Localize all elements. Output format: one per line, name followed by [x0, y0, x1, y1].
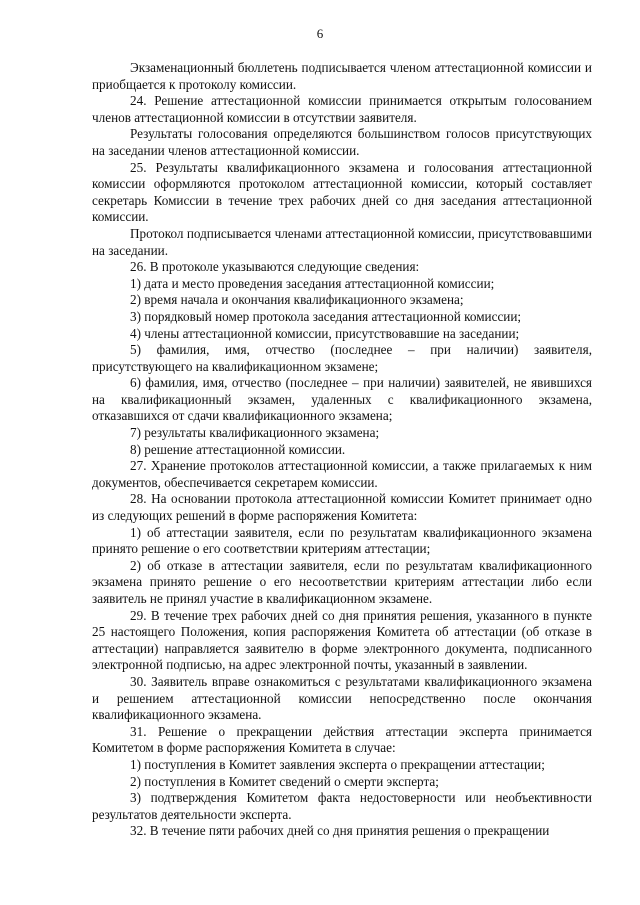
list-item: 1) дата и место проведения заседания аттестационной комиссии; [130, 275, 495, 291]
list-item: 2) время начала и окончания квалификационного экзамена; [130, 292, 464, 308]
document-body [92, 60, 592, 840]
page-number: 6 [316, 26, 324, 41]
list-item: 2) поступления в Комитет сведений о смерти эксперта; [130, 773, 439, 789]
list-item: 5) фамилия, имя, отчество (последнее – при наличии) заявителя, присутствующего на квалификационном экзамене; [92, 342, 592, 374]
list-item: 6) фамилия, имя, отчество (последнее – при наличии) заявителей, не явившихся на квалификационный экзамен, удаленных с квалификационного экзамена, отказавшихся от сдачи квалификационного экзамена; [92, 375, 592, 424]
list-item: 2) об отказе в аттестации заявителя, если по результатам квалификационного экзамена принято решение о его несоответствии критериям аттестации либо если заявитель не принял участие в квалификационном экзамене. [92, 557, 592, 606]
paragraph: 28. На основании протокола аттестационной комиссии Комитет принимает одно из следующих решений в форме распоряжения Комитета: [92, 491, 592, 524]
paragraph: 30. Заявитель вправе ознакомиться с результатами квалификационного экзамена и решением аттестационной комиссии непосредственно после окончания квалификационного экзамена. [92, 673, 592, 723]
paragraph: 31. Решение о прекращении действия аттестации эксперта принимается Комитетом в форме распоряжения Комитета в случае: [92, 723, 592, 756]
paragraph: 32. В течение пяти рабочих дней со дня принятия решения о прекращении [130, 823, 550, 839]
list-item: 3) подтверждения Комитетом факта недостоверности или необъективности результатов деятельности эксперта. [92, 790, 592, 822]
paragraph: 24. Решение аттестационной комиссии принимается открытым голосованием членов аттестационной комиссии в отсутствии заявителя. [92, 93, 592, 125]
list-item: 4) члены аттестационной комиссии, присутствовавшие на заседании; [130, 325, 520, 341]
paragraph: 25. Результаты квалификационного экзамена и голосования аттестационной комиссии оформляются протоколом аттестационной комиссии, который составляет секретарь Комиссии в течение трех рабочих дней со дня заседания аттестационной комиссии. [92, 159, 592, 225]
list-item: 1) об аттестации заявителя, если по результатам квалификационного экзамена принято решение о его соответствии критериям аттестации; [92, 524, 592, 557]
paragraph: Экзаменационный бюллетень подписывается членом аттестационной комиссии и приобщается к протоколу комиссии. [92, 60, 592, 92]
paragraph: Протокол подписывается членами аттестационной комиссии, присутствовавшими на заседании. [92, 225, 592, 258]
paragraph: 29. В течение трех рабочих дней со дня принятия решения, указанного в пункте 25 настоящего Положения, копия распоряжения Комитета об аттестации (об отказе в аттестации) направляется заявителю в форме электронного документа, подписанного электронной подписью, на адрес электронной почты, указанный в заявлении. [92, 607, 592, 673]
list-item: 3) порядковый номер протокола заседания аттестационной комиссии; [130, 308, 522, 324]
list-item: 1) поступления в Комитет заявления эксперта о прекращении аттестации; [130, 756, 545, 772]
paragraph: Результаты голосования определяются большинством голосов присутствующих на заседании членов аттестационной комиссии. [92, 126, 592, 158]
paragraph: 26. В протоколе указываются следующие сведения: [130, 259, 420, 275]
list-item: 7) результаты квалификационного экзамена; [130, 425, 380, 441]
list-item: 8) решение аттестационной комиссии. [130, 441, 346, 457]
paragraph: 27. Хранение протоколов аттестационной комиссии, а также прилагаемых к ним документов, обеспечивается секретарем комиссии. [92, 458, 592, 490]
